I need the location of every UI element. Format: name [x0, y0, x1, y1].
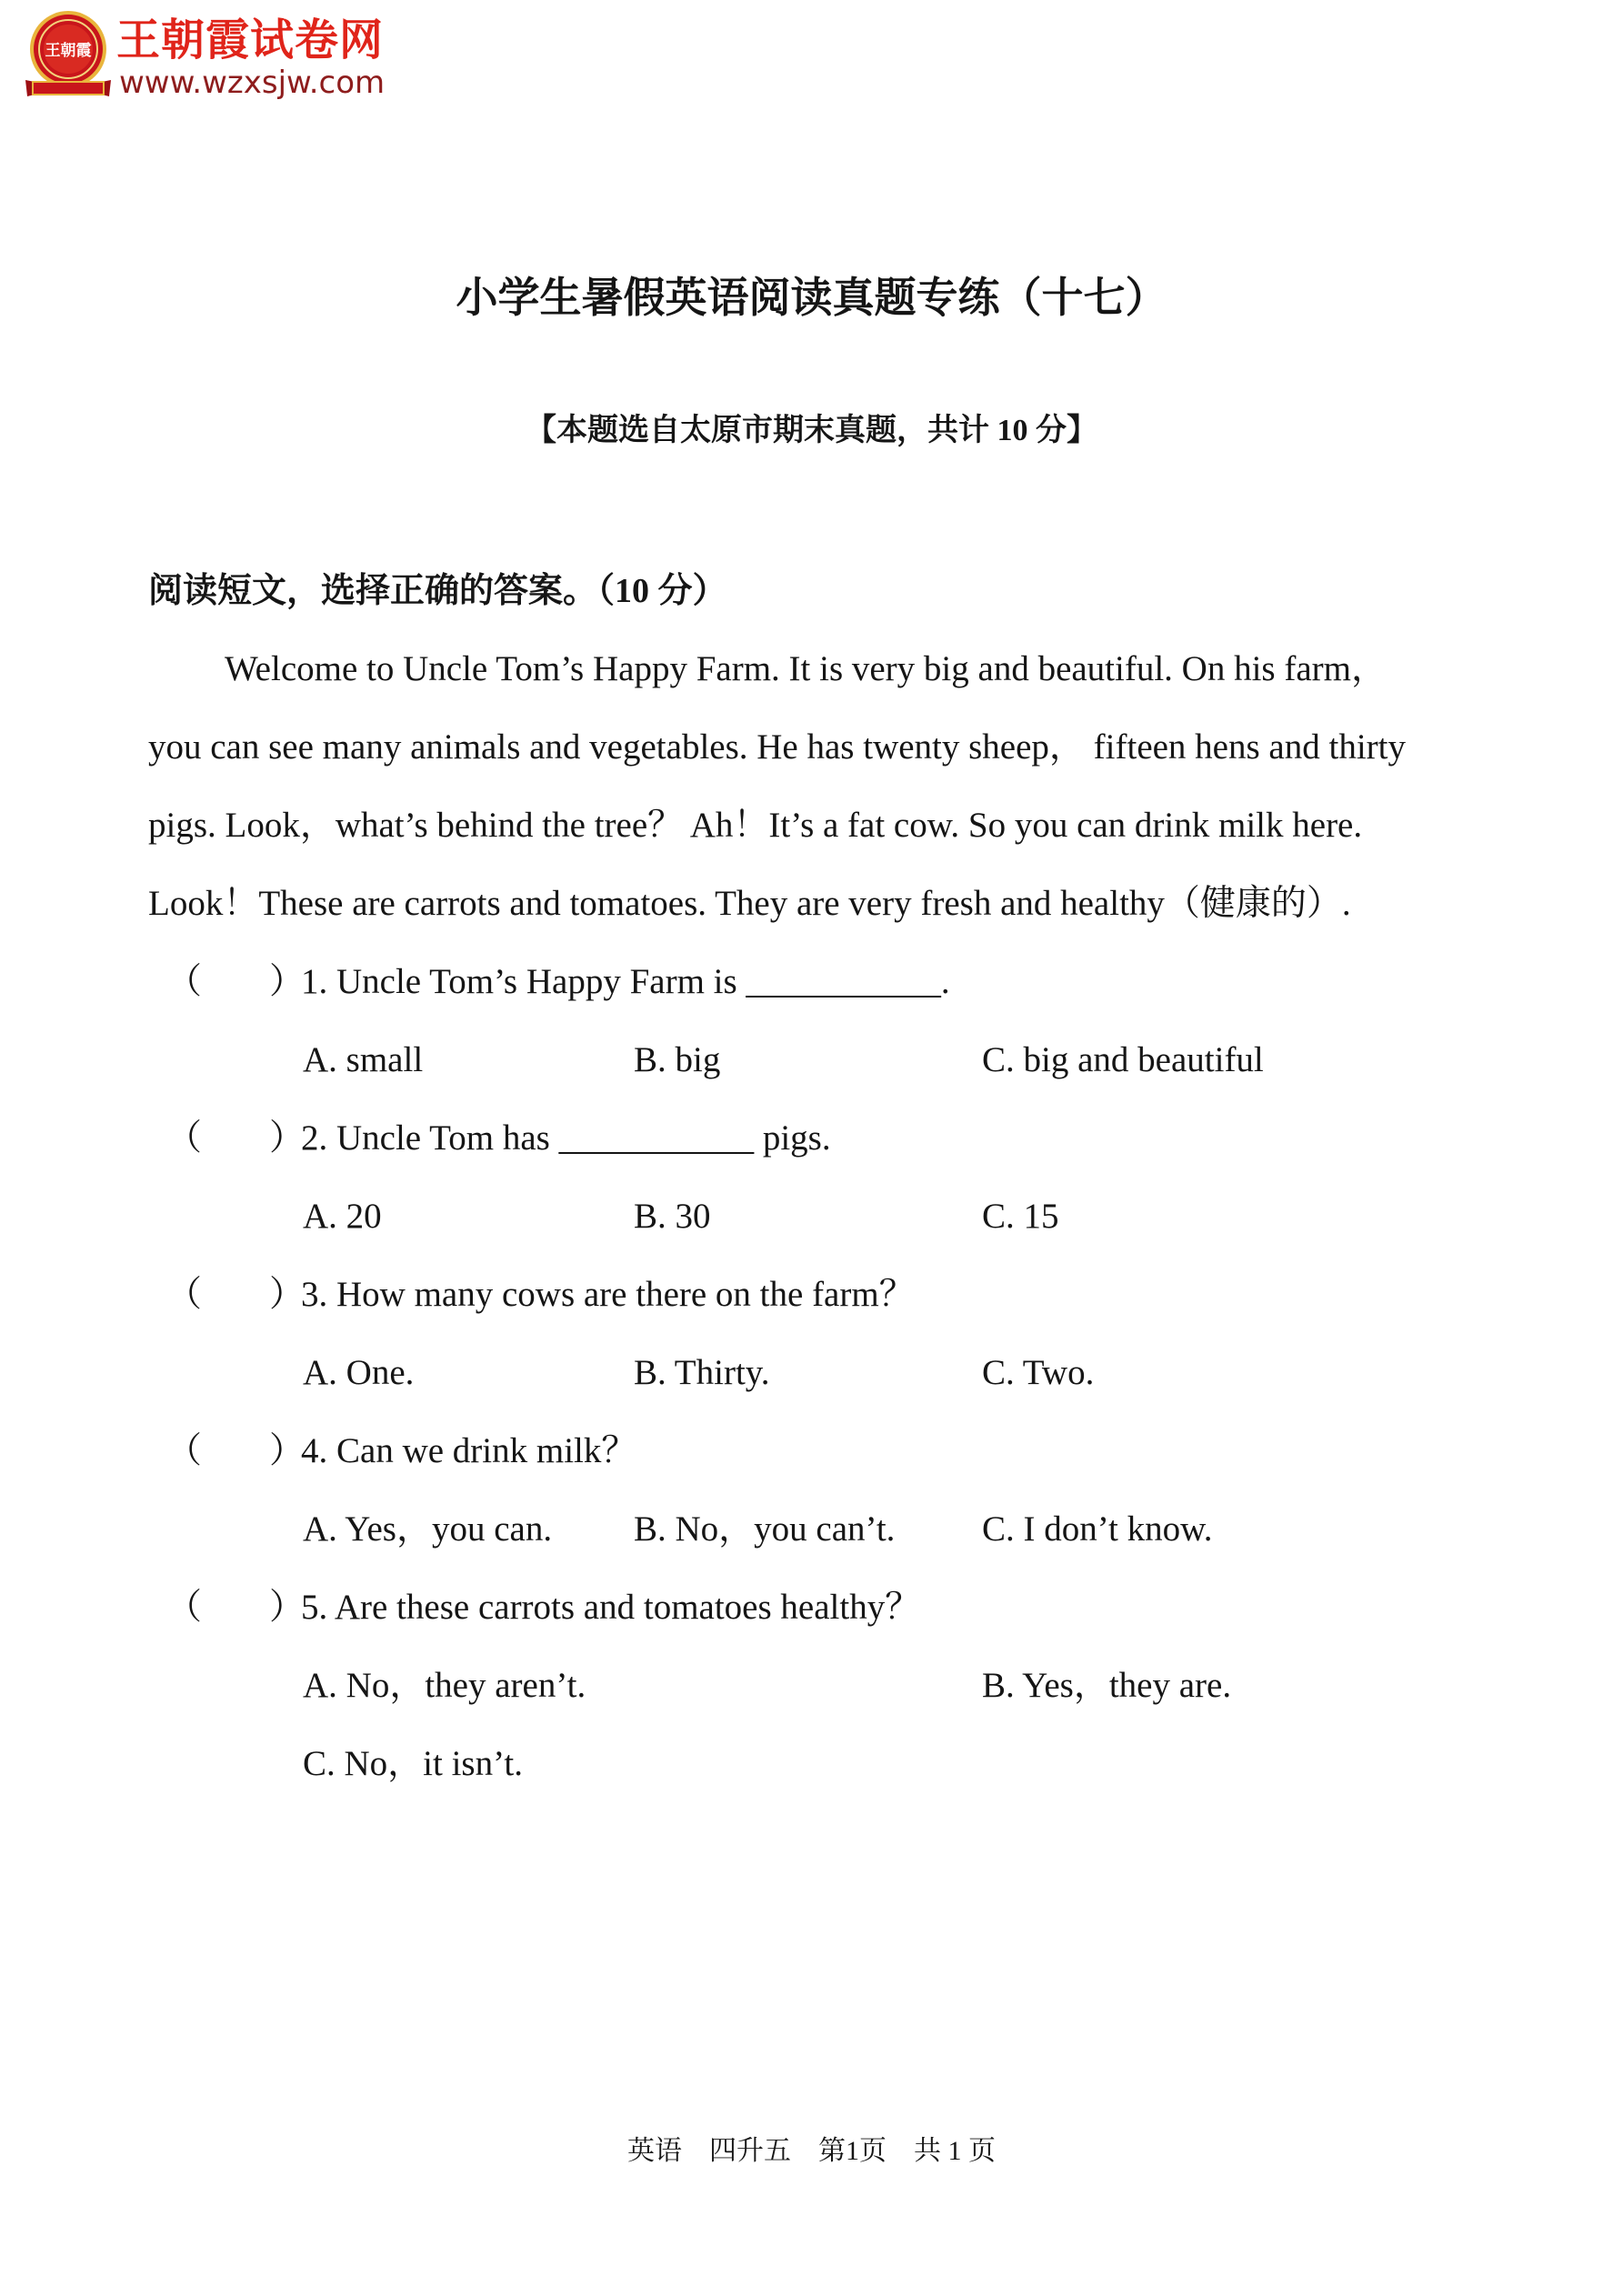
- option-b: B. Yes，they are.: [982, 1666, 1232, 1705]
- option-a: A. One.: [303, 1353, 415, 1392]
- question-text: 5. Are these carrots and tomatoes healthy？: [301, 1588, 921, 1627]
- passage-line: Look！These are carrots and tomatoes. They are very fresh and healthy（健康的）.: [148, 884, 1351, 923]
- option-a: A. small: [303, 1040, 424, 1079]
- brand-name: 王朝霞试卷网: [116, 15, 385, 65]
- answer-paren-open: （: [166, 1588, 203, 1627]
- passage-line: pigs. Look，what’s behind the tree？ Ah！It’s a fat cow. So you can drink milk here.: [148, 806, 1363, 845]
- question-2: [148, 1099, 1567, 1178]
- page-title: 小学生暑假英语阅读真题专练（十七）: [456, 273, 1167, 322]
- answer-paren-open: （: [166, 1431, 203, 1470]
- site-logo-icon: [25, 9, 111, 100]
- answer-paren-close: ）: [269, 1275, 306, 1314]
- question-4-options: [148, 1490, 1567, 1569]
- answer-paren-open: （: [166, 962, 203, 1001]
- option-c: C. 15: [982, 1197, 1059, 1236]
- section-heading: 阅读短文，选择正确的答案。（10 分）: [148, 572, 727, 610]
- exercise-body: [148, 552, 1567, 1803]
- brand-url: www.wzxsjw.com: [119, 65, 386, 101]
- question-text: 3. How many cows are there on the farm？: [301, 1275, 915, 1314]
- question-1: [148, 943, 1567, 1021]
- option-b: B. 30: [634, 1197, 711, 1236]
- question-2-options: [148, 1178, 1567, 1256]
- question-text: 4. Can we drink milk？: [301, 1431, 637, 1470]
- page-footer: 英语 四升五 第1页 共 1 页: [627, 2136, 996, 2166]
- question-3: [148, 1256, 1567, 1334]
- question-5-options-continued: [148, 1725, 1567, 1803]
- answer-paren-close: ）: [269, 1431, 306, 1470]
- option-b: B. big: [634, 1040, 721, 1079]
- option-a: A. Yes，you can.: [303, 1509, 553, 1549]
- logo-text: 王朝霞: [45, 42, 92, 60]
- option-a: A. 20: [303, 1197, 382, 1236]
- answer-paren-open: （: [166, 1275, 203, 1314]
- question-5-options: [148, 1647, 1567, 1725]
- option-c: C. I don’t know.: [982, 1509, 1213, 1549]
- question-text: 1. Uncle Tom’s Happy Farm is ___________.: [301, 962, 950, 1001]
- option-c: C. No，it isn’t.: [303, 1744, 523, 1783]
- answer-paren-close: ）: [269, 1588, 306, 1627]
- option-c: C. Two.: [982, 1353, 1095, 1392]
- page-subtitle: 【本题选自太原市期末真题，共计 10 分】: [526, 414, 1097, 447]
- question-4: [148, 1412, 1567, 1490]
- option-a: A. No，they aren’t.: [303, 1666, 586, 1705]
- answer-paren-close: ）: [269, 1118, 306, 1158]
- answer-paren-open: （: [166, 1118, 203, 1158]
- question-3-options: [148, 1334, 1567, 1412]
- answer-paren-close: ）: [269, 962, 306, 1001]
- option-c: C. big and beautiful: [982, 1040, 1264, 1079]
- question-5: [148, 1569, 1567, 1647]
- passage-line: you can see many animals and vegetables. He has twenty sheep， fifteen hens and thirty: [148, 727, 1406, 767]
- question-text: 2. Uncle Tom has ___________ pigs.: [301, 1118, 831, 1158]
- option-b: B. No，you can’t.: [634, 1509, 896, 1549]
- passage-line: Welcome to Uncle Tom’s Happy Farm. It is very big and beautiful. On his farm，: [225, 649, 1387, 688]
- question-1-options: [148, 1021, 1567, 1099]
- option-b: B. Thirty.: [634, 1353, 770, 1392]
- reading-passage: [148, 630, 1567, 943]
